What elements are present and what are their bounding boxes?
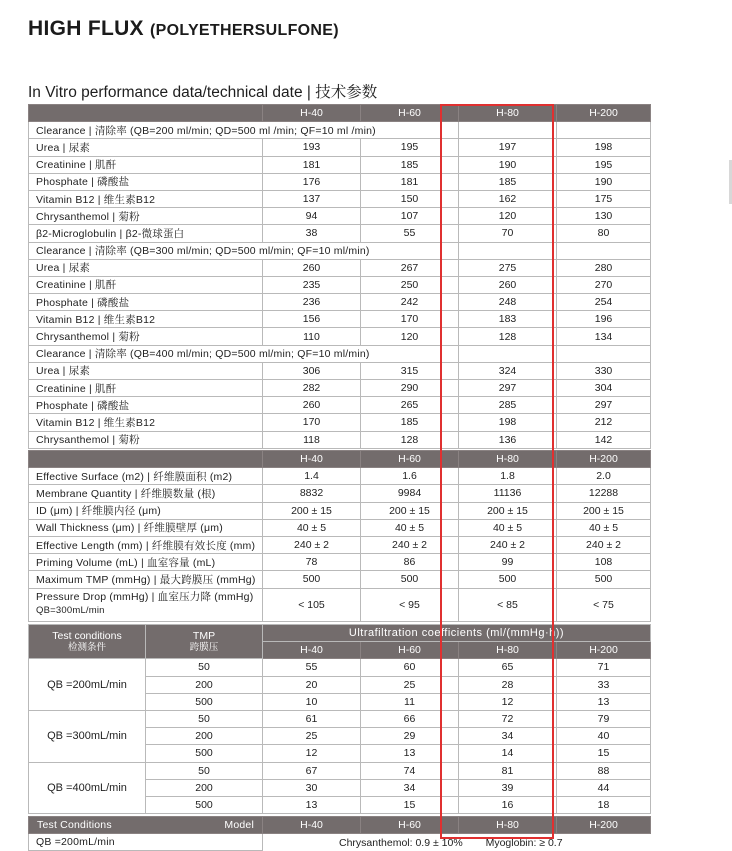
test-conditions-label: Test conditions	[52, 629, 122, 642]
value-cell: 196	[557, 311, 651, 328]
value-cell: 2.0	[557, 468, 651, 485]
uf-condition-label: QB =200mL/min	[29, 659, 146, 711]
value-cell: 142	[557, 431, 651, 448]
value-cell: 14	[459, 745, 557, 762]
value-cell: 254	[557, 294, 651, 311]
table-row	[29, 311, 651, 328]
section-blank-cell	[557, 242, 651, 259]
value-cell: 107	[361, 208, 459, 225]
clearance-section-label: Clearance | 清除率 (QB=400 ml/min; QD=500 ml/min; QF=10 ml/min)	[29, 345, 459, 362]
spec-label: ID (μm) | 纤维膜内径 (μm)	[29, 502, 263, 519]
tmp-value: 500	[146, 796, 263, 813]
row-label: Phosphate | 磷酸盐	[29, 397, 263, 414]
value-cell: 110	[263, 328, 361, 345]
value-cell: 240 ± 2	[263, 536, 361, 553]
value-cell: 185	[361, 156, 459, 173]
row-label: Creatinine | 肌酐	[29, 156, 263, 173]
value-cell: 267	[361, 259, 459, 276]
section-blank-cell	[459, 242, 557, 259]
clearance-section-row	[29, 242, 651, 259]
tmp-value: 50	[146, 762, 263, 779]
tmp-value: 500	[146, 693, 263, 710]
value-cell: 212	[557, 414, 651, 431]
value-cell: 176	[263, 173, 361, 190]
value-cell: 500	[263, 571, 361, 588]
value-cell: < 105	[263, 588, 361, 621]
value-cell: 30	[263, 779, 361, 796]
row-label: Vitamin B12 | 维生素B12	[29, 190, 263, 207]
model-header-h-200: H-200	[557, 451, 651, 468]
value-cell: 260	[263, 259, 361, 276]
table-row	[29, 468, 651, 485]
value-cell: 13	[263, 796, 361, 813]
value-cell: 175	[557, 190, 651, 207]
value-cell: 28	[459, 676, 557, 693]
value-cell: 40 ± 5	[459, 519, 557, 536]
value-cell: 65	[459, 659, 557, 676]
table-row	[29, 276, 651, 293]
model-header-h-60: H-60	[361, 642, 459, 659]
value-cell: 195	[361, 139, 459, 156]
model-header-h-40: H-40	[263, 105, 361, 122]
table-row	[29, 762, 651, 779]
table-row	[29, 225, 651, 242]
value-cell: 200 ± 15	[361, 502, 459, 519]
value-cell: 242	[361, 294, 459, 311]
value-cell: 40 ± 5	[263, 519, 361, 536]
value-cell: 324	[459, 362, 557, 379]
clearance-section-label: Clearance | 清除率 (QB=200 ml/min; QD=500 ml /min; QF=10 ml /min)	[29, 122, 459, 139]
value-cell: 71	[557, 659, 651, 676]
value-cell: 282	[263, 380, 361, 397]
row-label: Urea | 尿素	[29, 259, 263, 276]
model-header-h-200: H-200	[557, 642, 651, 659]
uf-header-row	[29, 625, 651, 642]
value-cell: 34	[361, 779, 459, 796]
value-cell: 86	[361, 554, 459, 571]
tmp-value: 50	[146, 710, 263, 727]
value-cell: 1.8	[459, 468, 557, 485]
row-label: Vitamin B12 | 维生素B12	[29, 311, 263, 328]
specs-header-blank	[29, 451, 263, 468]
title-main: HIGH FLUX	[28, 17, 144, 40]
value-cell: 15	[361, 796, 459, 813]
table-row	[29, 397, 651, 414]
value-cell: < 95	[361, 588, 459, 621]
model-header-h-60: H-60	[361, 105, 459, 122]
value-cell: 265	[361, 397, 459, 414]
row-label: Phosphate | 磷酸盐	[29, 294, 263, 311]
value-cell: 197	[459, 139, 557, 156]
value-cell: 40	[557, 728, 651, 745]
clearance-section-label: Clearance | 清除率 (QB=300 ml/min; QD=500 ml/min; QF=10 ml/min)	[29, 242, 459, 259]
value-cell: 40 ± 5	[361, 519, 459, 536]
value-cell: 236	[263, 294, 361, 311]
value-cell: 1.4	[263, 468, 361, 485]
specs-table	[28, 450, 651, 622]
value-cell: 15	[557, 745, 651, 762]
model-header-h60: H-60	[361, 817, 459, 834]
table-row	[29, 431, 651, 448]
tmp-value: 200	[146, 779, 263, 796]
section-blank-cell	[459, 345, 557, 362]
value-cell: 29	[361, 728, 459, 745]
value-cell: 275	[459, 259, 557, 276]
value-cell: 99	[459, 554, 557, 571]
row-label: Chrysanthemol | 菊粉	[29, 328, 263, 345]
value-cell: 134	[557, 328, 651, 345]
value-cell: 137	[263, 190, 361, 207]
tmp-header	[146, 625, 263, 659]
value-cell: 315	[361, 362, 459, 379]
row-label: β2-Microglobulin | β2-微球蛋白	[29, 225, 263, 242]
value-cell: 120	[459, 208, 557, 225]
value-cell: 285	[459, 397, 557, 414]
value-cell: 200 ± 15	[459, 502, 557, 519]
value-cell: 330	[557, 362, 651, 379]
value-cell: < 85	[459, 588, 557, 621]
value-cell: 60	[361, 659, 459, 676]
value-cell: 120	[361, 328, 459, 345]
value-cell: 61	[263, 710, 361, 727]
value-cell: 34	[459, 728, 557, 745]
value-cell: 8832	[263, 485, 361, 502]
value-cell: 72	[459, 710, 557, 727]
test-conditions-header	[29, 625, 146, 659]
value-cell: 39	[459, 779, 557, 796]
value-cell: 38	[263, 225, 361, 242]
value-cell: 70	[459, 225, 557, 242]
section-blank-cell	[557, 122, 651, 139]
value-cell: 20	[263, 676, 361, 693]
model-header-h-40: H-40	[263, 451, 361, 468]
value-cell: 44	[557, 779, 651, 796]
value-cell: 80	[557, 225, 651, 242]
model-header-h-60: H-60	[361, 451, 459, 468]
model-header-h-80: H-80	[459, 642, 557, 659]
section-subtitle: In Vitro performance data/technical date | 技术参数	[28, 84, 378, 101]
row-label: Urea | 尿素	[29, 139, 263, 156]
value-cell: 260	[263, 397, 361, 414]
value-cell: 130	[557, 208, 651, 225]
value-cell: 240 ± 2	[557, 536, 651, 553]
value-cell: 55	[361, 225, 459, 242]
value-cell: 150	[361, 190, 459, 207]
value-cell: 248	[459, 294, 557, 311]
spec-label: Effective Length (mm) | 纤维膜有效长度 (mm)	[29, 536, 263, 553]
value-cell: 13	[361, 745, 459, 762]
value-cell: 260	[459, 276, 557, 293]
value-cell: 67	[263, 762, 361, 779]
value-cell: 78	[263, 554, 361, 571]
value-cell: 128	[459, 328, 557, 345]
pressure-drop-row	[29, 588, 651, 621]
bottom-row-label: QB =200mL/min	[29, 834, 263, 851]
row-label: Urea | 尿素	[29, 362, 263, 379]
value-cell: 33	[557, 676, 651, 693]
value-cell: 18	[557, 796, 651, 813]
table-row	[29, 485, 651, 502]
spec-label: Maximum TMP (mmHg) | 最大跨膜压 (mmHg)	[29, 571, 263, 588]
uf-title: Ultrafiltration coefficients (ml/(mmHg·h))	[263, 625, 651, 642]
value-cell: 94	[263, 208, 361, 225]
value-cell: 74	[361, 762, 459, 779]
value-cell: 12	[459, 693, 557, 710]
value-cell: 240 ± 2	[361, 536, 459, 553]
value-cell: 250	[361, 276, 459, 293]
value-cell: 136	[459, 431, 557, 448]
value-cell: 12	[263, 745, 361, 762]
test-conditions-header	[29, 817, 263, 834]
title-sub: (POLYETHERSULFONE)	[150, 22, 339, 39]
value-cell: 280	[557, 259, 651, 276]
table-row	[29, 173, 651, 190]
pressure-drop-label: Pressure Drop (mmHg) | 血室压力降 (mmHg)	[36, 590, 254, 603]
value-cell: 40 ± 5	[557, 519, 651, 536]
row-label: Chrysanthemol | 菊粉	[29, 431, 263, 448]
value-cell: 185	[361, 414, 459, 431]
table-row	[29, 519, 651, 536]
row-label: Chrysanthemol | 菊粉	[29, 208, 263, 225]
chrysanthemol-note: Chrysanthemol: 0.9 ± 10%	[339, 836, 463, 849]
value-cell: 170	[263, 414, 361, 431]
table-row	[29, 380, 651, 397]
value-cell: 79	[557, 710, 651, 727]
value-cell: 162	[459, 190, 557, 207]
spec-label: Effective Surface (m2) | 纤维膜面积 (m2)	[29, 468, 263, 485]
tmp-value: 50	[146, 659, 263, 676]
table-row	[29, 259, 651, 276]
value-cell: 55	[263, 659, 361, 676]
value-cell: 235	[263, 276, 361, 293]
model-header-h-80: H-80	[459, 105, 557, 122]
table-row	[29, 156, 651, 173]
myoglobin-note: Myoglobin: ≥ 0.7	[485, 836, 563, 849]
row-label: Creatinine | 肌酐	[29, 276, 263, 293]
row-label: Vitamin B12 | 维生素B12	[29, 414, 263, 431]
table-row	[29, 710, 651, 727]
value-cell: 183	[459, 311, 557, 328]
value-cell: 297	[557, 397, 651, 414]
tmp-cn-label: 跨膜压	[189, 641, 219, 653]
value-cell: 9984	[361, 485, 459, 502]
model-header-h-80: H-80	[459, 451, 557, 468]
value-cell: 88	[557, 762, 651, 779]
value-cell: 11136	[459, 485, 557, 502]
value-cell: 190	[459, 156, 557, 173]
table-row	[29, 554, 651, 571]
value-cell: 240 ± 2	[459, 536, 557, 553]
table-row	[29, 659, 651, 676]
value-cell: 190	[557, 173, 651, 190]
tmp-value: 200	[146, 728, 263, 745]
value-cell: 198	[459, 414, 557, 431]
value-cell: 500	[459, 571, 557, 588]
pressure-drop-label-cell	[29, 588, 263, 621]
table-row	[29, 139, 651, 156]
table-row	[29, 414, 651, 431]
value-cell: 170	[361, 311, 459, 328]
value-cell: 193	[263, 139, 361, 156]
value-cell: 500	[557, 571, 651, 588]
table-row	[29, 294, 651, 311]
clearance-header-row	[29, 105, 651, 122]
value-cell: 13	[557, 693, 651, 710]
table-row	[29, 190, 651, 207]
value-cell: 304	[557, 380, 651, 397]
value-cell: 25	[263, 728, 361, 745]
table-row	[29, 571, 651, 588]
model-header-h80: H-80	[459, 817, 557, 834]
row-label: Phosphate | 磷酸盐	[29, 173, 263, 190]
value-cell: 270	[557, 276, 651, 293]
value-cell: 11	[361, 693, 459, 710]
uf-condition-label: QB =400mL/min	[29, 762, 146, 814]
spec-label: Wall Thickness (μm) | 纤维膜壁厚 (μm)	[29, 519, 263, 536]
tmp-value: 500	[146, 745, 263, 762]
clearance-section-row	[29, 345, 651, 362]
page-title	[28, 17, 339, 41]
value-cell: < 75	[557, 588, 651, 621]
value-cell: 66	[361, 710, 459, 727]
value-cell: 500	[361, 571, 459, 588]
value-cell: 297	[459, 380, 557, 397]
test-conditions-label: Test Conditions	[37, 819, 112, 832]
model-header-h-40: H-40	[263, 642, 361, 659]
value-cell: 200 ± 15	[557, 502, 651, 519]
value-cell: 81	[459, 762, 557, 779]
value-cell: 10	[263, 693, 361, 710]
clearance-header-blank	[29, 105, 263, 122]
model-label: Model	[224, 819, 254, 832]
value-cell: 195	[557, 156, 651, 173]
row-label: Creatinine | 肌酐	[29, 380, 263, 397]
tmp-label: TMP	[192, 629, 216, 642]
table-row	[29, 502, 651, 519]
value-cell: 181	[361, 173, 459, 190]
model-header-h40: H-40	[263, 817, 361, 834]
model-header-h-200: H-200	[557, 105, 651, 122]
spec-label: Priming Volume (mL) | 血室容量 (mL)	[29, 554, 263, 571]
section-blank-cell	[557, 345, 651, 362]
value-cell: 16	[459, 796, 557, 813]
tmp-value: 200	[146, 676, 263, 693]
test-conditions-cn-label: 检测条件	[67, 641, 106, 653]
table-row	[29, 362, 651, 379]
value-cell: 198	[557, 139, 651, 156]
clearance-section-row	[29, 122, 651, 139]
value-cell: 12288	[557, 485, 651, 502]
value-cell: 108	[557, 554, 651, 571]
section-blank-cell	[459, 122, 557, 139]
value-cell: 1.6	[361, 468, 459, 485]
value-cell: 128	[361, 431, 459, 448]
uf-condition-label: QB =300mL/min	[29, 710, 146, 762]
clearance-table	[28, 104, 651, 449]
value-cell: 290	[361, 380, 459, 397]
value-cell: 200 ± 15	[263, 502, 361, 519]
value-cell: 118	[263, 431, 361, 448]
specs-header-row	[29, 451, 651, 468]
model-header-h200: H-200	[557, 817, 651, 834]
value-cell: 156	[263, 311, 361, 328]
value-cell: 306	[263, 362, 361, 379]
table-row	[29, 536, 651, 553]
ultrafiltration-table	[28, 624, 651, 814]
table-row	[29, 328, 651, 345]
value-cell: 25	[361, 676, 459, 693]
value-cell: 181	[263, 156, 361, 173]
table-row	[29, 208, 651, 225]
spec-label: Membrane Quantity | 纤维膜数量 (根)	[29, 485, 263, 502]
value-cell: 185	[459, 173, 557, 190]
pressure-drop-note: QB=300mL/min	[36, 604, 105, 616]
